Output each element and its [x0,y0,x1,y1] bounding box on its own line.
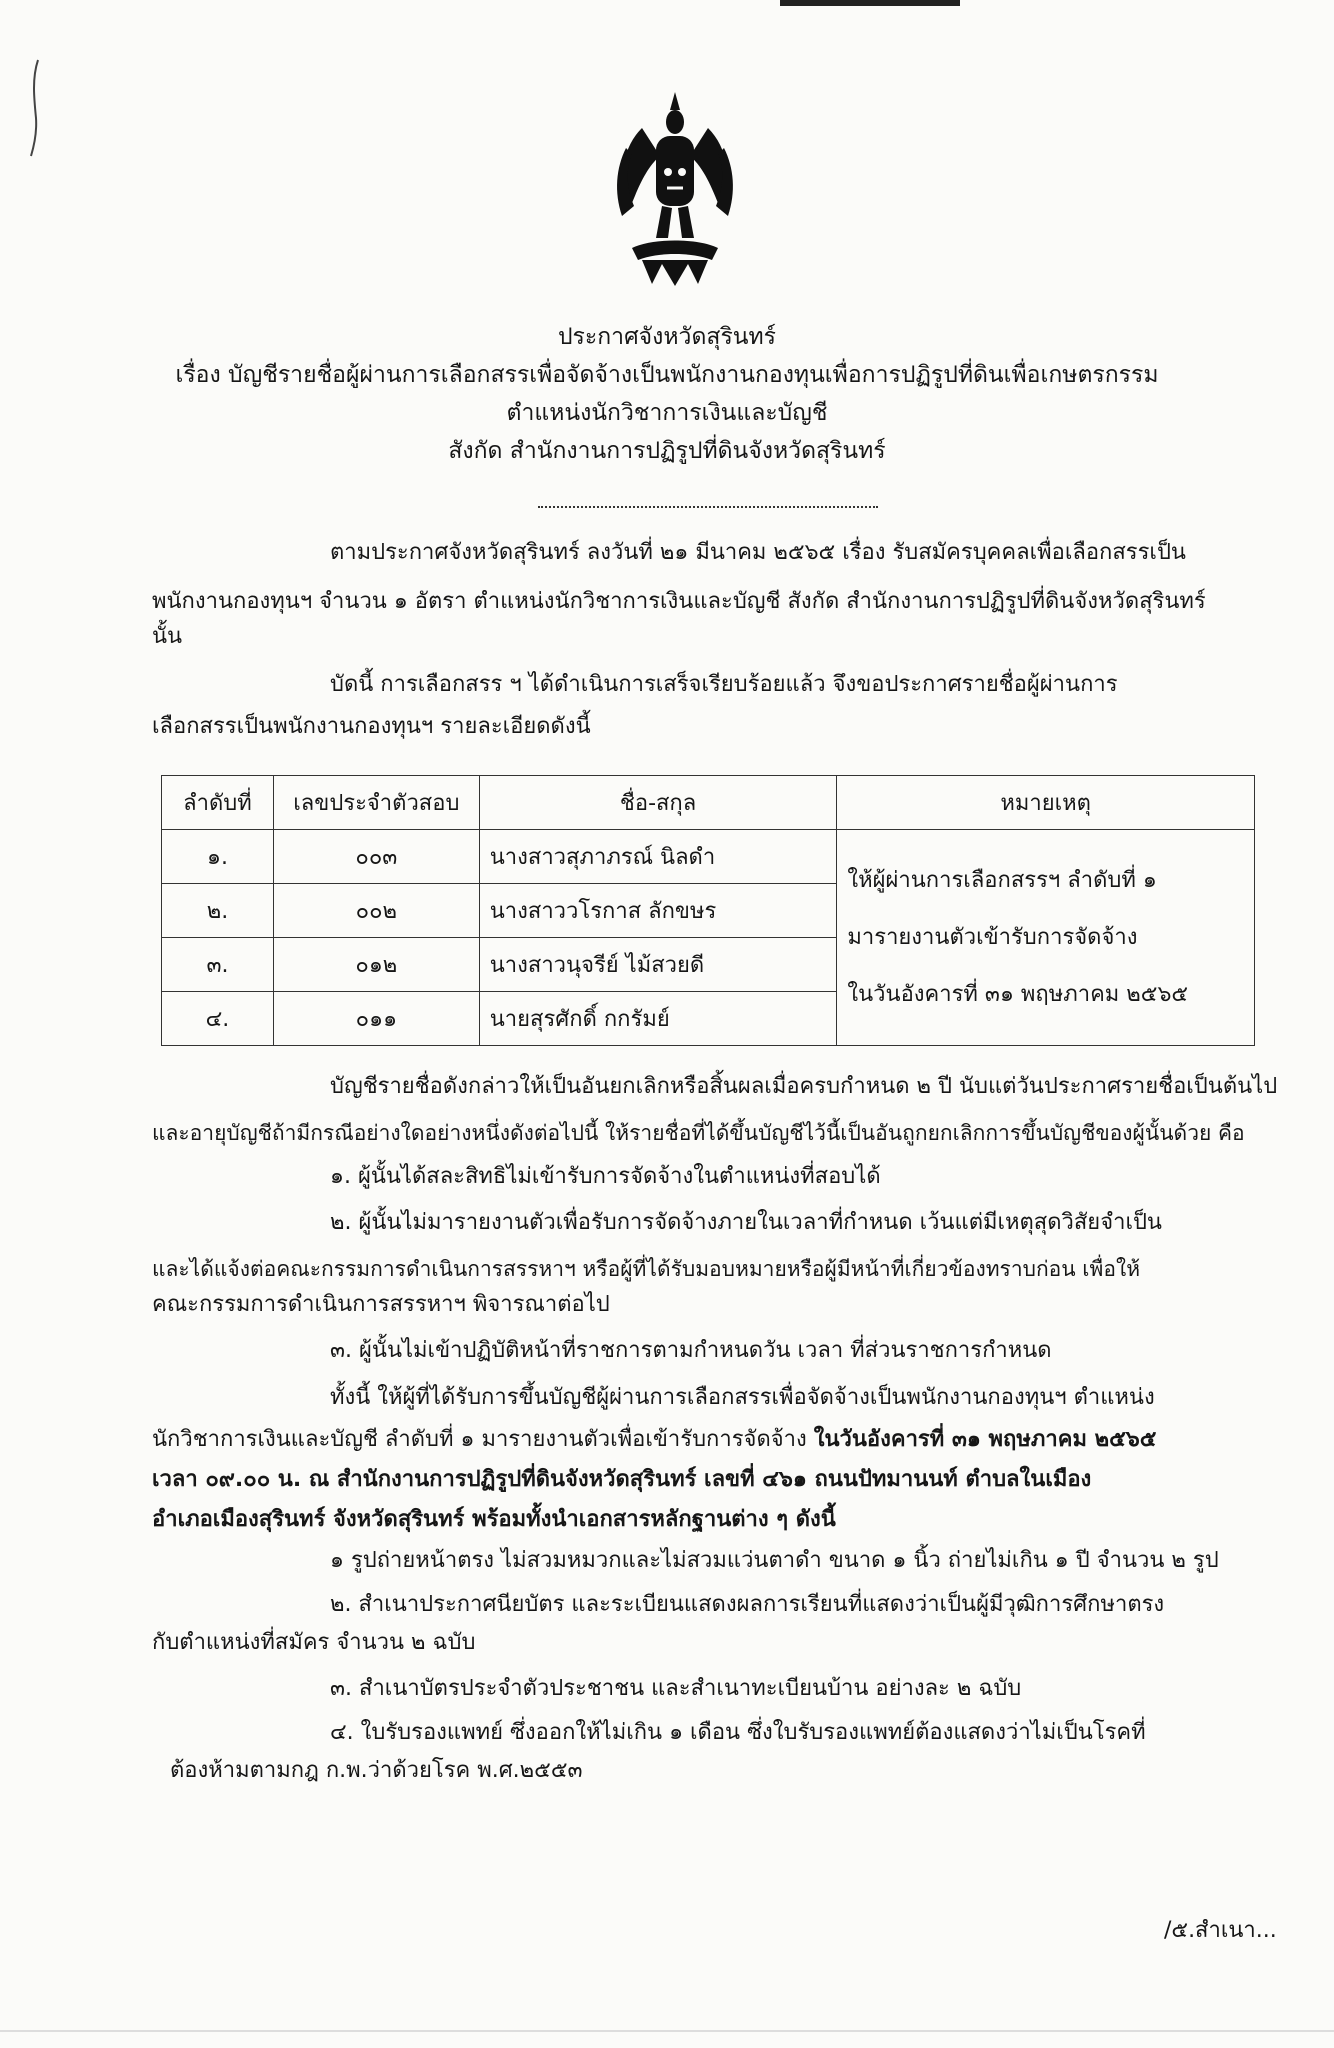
col-header-name: ชื่อ-สกุล [479,776,837,830]
cell-name: นายสุรศักดิ์ กกรัมย์ [479,992,837,1046]
cell-name: นางสาววโรกาส ลักขษร [479,884,837,938]
cell-exam-id: ๐๑๒ [273,938,479,992]
body-line: เวลา ๐๙.๐๐ น. ณ สำนักงานการปฏิรูปที่ดินจังหวัดสุรินทร์ เลขที่ ๔๖๑ ถนนปัทมานนท์ ตำบลในเมือง [152,1467,1092,1492]
body-line: คณะกรรมการดำเนินการสรรหาฯ พิจารณาต่อไป [152,1292,610,1317]
cell-name: นางสาวนุจรีย์ ไม้สวยดี [479,938,837,992]
body-line: ๓. ผู้นั้นไม่เข้าปฏิบัติหน้าที่ราชการตามกำหนดวัน เวลา ที่ส่วนราชการกำหนด [330,1338,1052,1363]
cell-order: ๑. [162,830,274,884]
body-line: บัญชีรายชื่อดังกล่าวให้เป็นอันยกเลิกหรือสิ้นผลเมื่อครบกำหนด ๒ ปี นับแต่วันประกาศรายชื่อเป็นต้นไป [330,1074,1278,1099]
announcement-title: ประกาศจังหวัดสุรินทร์ [557,324,777,350]
col-header-order: ลำดับที่ [162,776,274,830]
cell-exam-id: ๐๐๓ [273,830,479,884]
body-text: นักวิชาการเงินและบัญชี ลำดับที่ ๑ มารายงานตัวเพื่อเข้ารับการจัดจ้าง [152,1427,807,1452]
pen-mark [28,58,42,158]
candidate-table [161,775,1255,1046]
intro-line-1: ตามประกาศจังหวัดสุรินทร์ ลงวันที่ ๒๑ มีนาคม ๒๕๖๕ เรื่อง รับสมัครบุคคลเพื่อเลือกสรรเป็น [330,540,1186,565]
document-item: ๑ รูปถ่ายหน้าตรง ไม่สวมหมวกและไม่สวมแว่นตาดำ ขนาด ๑ นิ้ว ถ่ายไม่เกิน ๑ ปี จำนวน ๒ รูป [330,1548,1219,1573]
body-line: และได้แจ้งต่อคณะกรรมการดำเนินการสรรหาฯ หรือผู้ที่ได้รับมอบหมายหรือผู้มีหน้าที่เกี่ยวข้องทราบก่อน เพื่อให้ [152,1257,1141,1281]
intro-line-3: นั้น [152,624,183,649]
body-line: ต้องห้ามตามกฎ ก.พ.ว่าด้วยโรค พ.ศ.๒๕๕๓ [170,1758,583,1783]
body-line: ทั้งนี้ ให้ผู้ที่ได้รับการขึ้นบัญชีผู้ผ่านการเลือกสรรเพื่อจัดจ้างเป็นพนักงานกองทุนฯ ตำแหน่ง [330,1385,1155,1410]
table-row [162,830,1255,884]
body-line: อำเภอเมืองสุรินทร์ จังหวัดสุรินทร์ พร้อมทั้งนำเอกสารหลักฐานต่าง ๆ ดังนี้ [152,1507,836,1532]
remark-line: มารายงานตัวเข้ารับการจัดจ้าง [847,925,1138,950]
document-item: ๔. ใบรับรองแพทย์ ซึ่งออกให้ไม่เกิน ๑ เดือน ซึ่งใบรับรองแพทย์ต้องแสดงว่าไม่เป็นโรคที่ [330,1720,1146,1745]
header-divider [538,506,878,508]
body-line [152,1425,1156,1455]
cell-exam-id: ๐๑๑ [273,992,479,1046]
intro-line-4: บัดนี้ การเลือกสรร ฯ ได้ดำเนินการเสร็จเรียบร้อยแล้ว จึงขอประกาศรายชื่อผู้ผ่านการ [330,672,1118,697]
cell-order: ๓. [162,938,274,992]
office-line: สังกัด สำนักงานการปฏิรูปที่ดินจังหวัดสุรินทร์ [448,438,886,464]
body-line: ๑. ผู้นั้นได้สละสิทธิไม่เข้ารับการจัดจ้างในตำแหน่งที่สอบได้ [330,1164,881,1189]
garuda-emblem-icon [612,88,738,288]
cell-remark [837,830,1255,1046]
document-item: ๓. สำเนาบัตรประจำตัวประชาชน และสำเนาทะเบียนบ้าน อย่างละ ๒ ฉบับ [330,1676,1022,1701]
cell-name: นางสาวสุภาภรณ์ นิลดำ [479,830,837,884]
document-item: ๒. สำเนาประกาศนียบัตร และระเบียนแสดงผลการเรียนที่แสดงว่าเป็นผู้มีวุฒิการศึกษาตรง [330,1592,1165,1617]
col-header-remark: หมายเหตุ [837,776,1255,830]
cell-order: ๒. [162,884,274,938]
position-line: ตำแหน่งนักวิชาการเงินและบัญชี [506,400,828,426]
remark-line: ในวันอังคารที่ ๓๑ พฤษภาคม ๒๕๖๕ [847,982,1189,1007]
remark-line: ให้ผู้ผ่านการเลือกสรรฯ ลำดับที่ ๑ [847,868,1157,893]
cell-order: ๔. [162,992,274,1046]
announcement-subject: เรื่อง บัญชีรายชื่อผู้ผ่านการเลือกสรรเพื่อจัดจ้างเป็นพนักงานกองทุนเพื่อการปฏิรูปที่ดินเพื่อเกษตรกรรม [175,362,1159,388]
intro-line-2: พนักงานกองทุนฯ จำนวน ๑ อัตรา ตำแหน่งนักวิชาการเงินและบัญชี สังกัด สำนักงานการปฏิรูปที่ดินจังหวัดสุรินทร์ [152,589,1206,614]
announcement-header [0,318,1334,470]
continuation-note: /๕.สำเนา... [1164,1918,1277,1943]
report-date-text: ในวันอังคารที่ ๓๑ พฤษภาคม ๒๕๖๕ [813,1427,1157,1452]
body-line: ๒. ผู้นั้นไม่มารายงานตัวเพื่อรับการจัดจ้างภายในเวลาที่กำหนด เว้นแต่มีเหตุสุดวิสัยจำเป็น [330,1210,1162,1235]
intro-line-5: เลือกสรรเป็นพนักงานกองทุนฯ รายละเอียดดังนี้ [152,714,591,739]
scan-edge-bar [780,0,960,6]
body-line: กับตำแหน่งที่สมัคร จำนวน ๒ ฉบับ [152,1630,476,1655]
table-header-row [162,776,1255,830]
col-header-exam-id: เลขประจำตัวสอบ [273,776,479,830]
scan-edge-line [0,2030,1334,2032]
body-line: และอายุบัญชีถ้ามีกรณีอย่างใดอย่างหนึ่งดังต่อไปนี้ ให้รายชื่อที่ได้ขึ้นบัญชีไว้นี้เป็นอันถูกยกเลิกการขึ้นบัญชีของผู้นั้นด้วย คือ [152,1121,1245,1145]
cell-exam-id: ๐๐๒ [273,884,479,938]
